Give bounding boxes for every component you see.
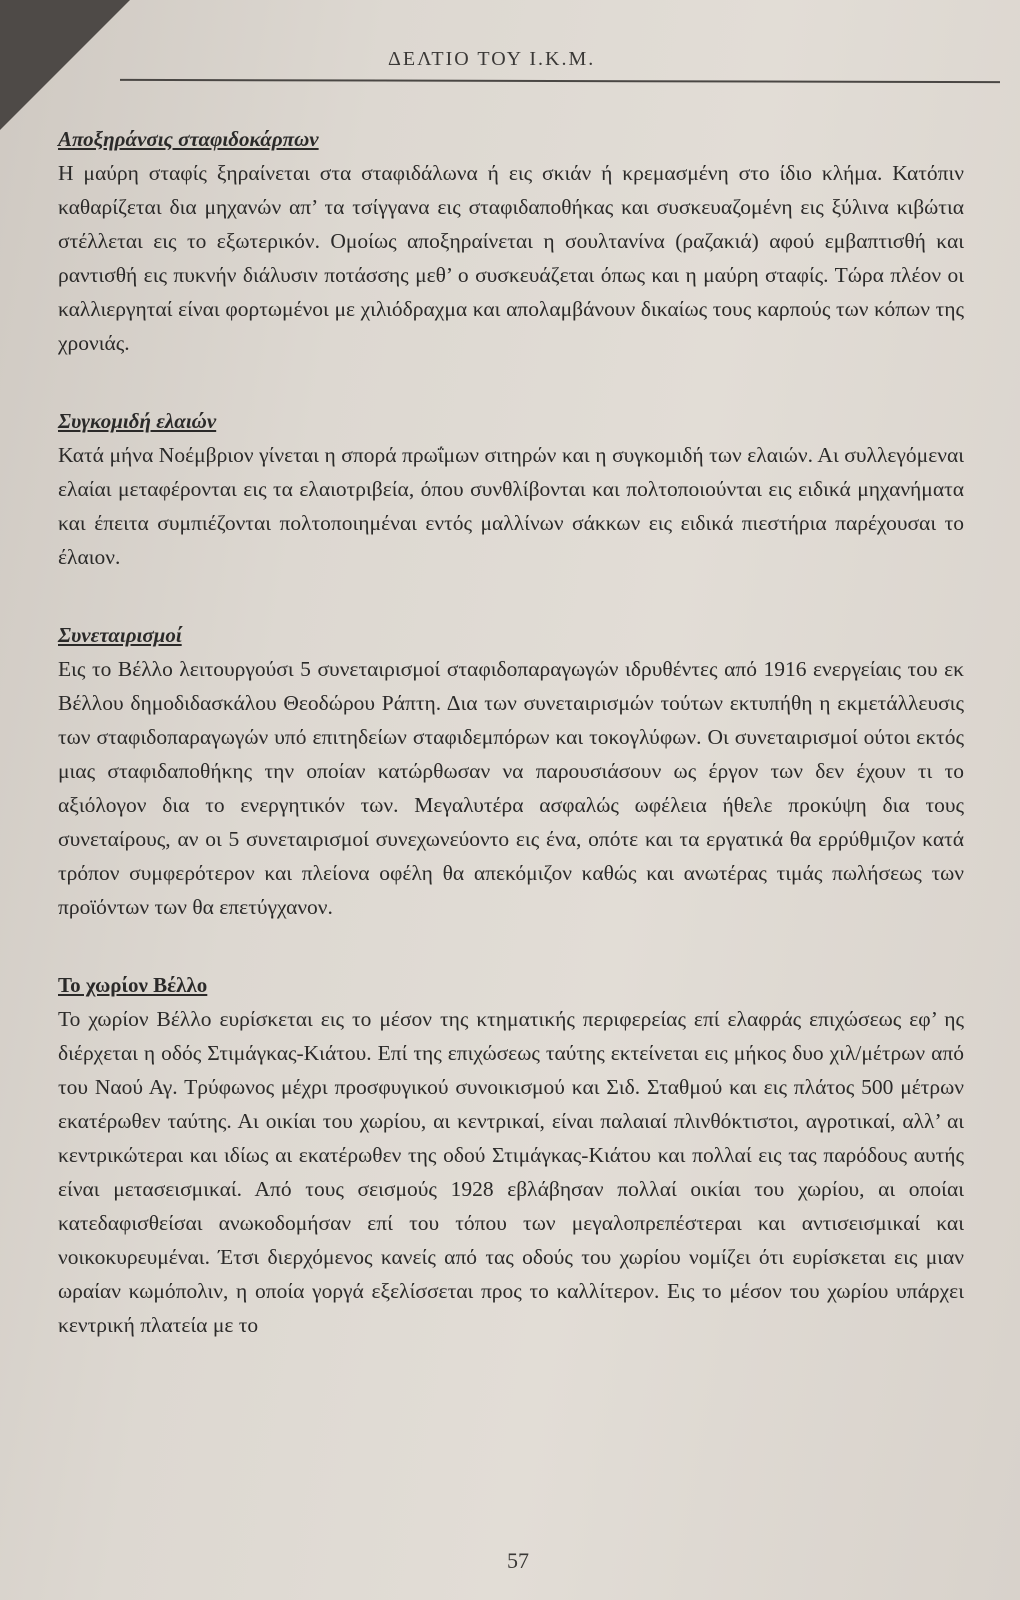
section-paragraph: Το χωρίον Βέλλο ευρίσκεται εις το μέσον της κτηματικής περιφερείας επί ελαφράς επιχώσεως εφ’ ης διέρχεται η οδός Στιμάγκας-Κιάτου. Επί της επιχώσεως ταύτης εκτείνεται εις μήκος δυο χιλ/μέτρων από του Ναού Αγ. Τρύφωνος μέχρι προσφυγικού συνοικισμού και Σιδ. Σταθμού και εις πλάτος 500 μέτρων εκατέρωθεν ταύτης. Αι οικίαι του χωρίου, αι κεντρικαί, είναι παλαιαί πλινθόκτιστοι, αγροτικαί, αλλ’ αι κεντρικώτεραι και ιδίως αι εκατέρωθεν της οδού Στιμάγκας-Κιάτου και πολλαί εις τας παρόδους αυτής είναι μετασεισμικαί. Από τους σεισμούς 1928 εβλάβησαν πολλαί οικίαι του χωρίου, αι οποίαι κατεδαφισθείσαι ανωκοδομήσαν επί του τόπου των μεγαλοπρεπέστεραι και αντισεισμικαί και νοικοκυρευμέναι. Έτσι διερχόμενος κανείς από τας οδούς του χωρίου νομίζει ότι ευρίσκεται εις μιαν ωραίαν κωμόπολιν, η οποία γοργά εξελίσσεται προς το καλλίτερον. Εις το μέσον του χωρίου υπάρχει κεντρική πλατεία με το [58,1007,964,1337]
header-rule [120,79,1000,83]
section-paragraph: Η μαύρη σταφίς ξηραίνεται στα σταφιδάλωνα ή εις σκιάν ή κρεμασμένη στο ίδιο κλήμα. Κατόπιν καθαρίζεται δια μηχανών απ’ τα τσίγγανα εις σταφιδαποθήκας και συσκευαζομένη εις ξύλινα κιβώτια στέλλεται εις το εξωτερικόν. Ομοίως αποξηραίνεται η σουλτανίνα (ραζακιά) αφού εμβαπτισθή και ραντισθή εις πυκνήν διάλυσιν ποτάσσης μεθ’ ο συσκευάζεται όπως και η μαύρη σταφίς. Τώρα πλέον οι καλλιεργηταί είναι φορτωμένοι με χιλιόδραχμα και απολαμβάνουν δικαίως τους καρπούς των κόπων της χρονιάς. [58,161,964,355]
section-raisin-drying [58,122,964,360]
section-paragraph: Κατά μήνα Νοέμβριον γίνεται η σπορά πρωΐμων σιτηρών και η συγκομιδή των ελαιών. Αι συλλεγόμεναι ελαίαι μεταφέρονται εις τα ελαιοτριβεία, όπου συνθλίβονται και πολτοποιούνται εις ειδικά μηχανήματα και έπειτα συμπιέζονται πολτοποιημέναι εντός μαλλίνων σάκκων εις ειδικά πιεστήρια παρέχουσαι το έλαιον. [58,443,964,569]
section-heading: Το χωρίον Βέλλο [58,973,208,997]
section-olive-harvest [58,404,964,574]
page-number: 57 [507,1548,529,1573]
section-heading: Συνεταιρισμοί [58,623,182,647]
section-heading: Αποξηράνσις σταφιδοκάρπων [58,127,319,151]
section-cooperatives [58,618,964,924]
folded-corner [0,0,130,130]
section-village-vello [58,968,964,1342]
section-heading: Συγκομιδή ελαιών [58,409,217,433]
section-paragraph: Εις το Βέλλο λειτουργούσι 5 συνεταιρισμοί σταφιδοπαραγωγών ιδρυθέντες από 1916 ενεργείαις του εκ Βέλλου δημοδιδασκάλου Θεοδώρου Ράπτη. Δια των συνεταιρισμών τούτων εκτυπήθη η εκμετάλλευσις των σταφιδοπαραγωγών υπό επιτηδείων σταφιδεμπόρων και τοκογλύφων. Οι συνεταιρισμοί ούτοι εκτός μιας σταφιδαποθήκης την οποίαν κατώρθωσαν να παρουσιάσουν ως έργον των δεν έχουν τι το αξιόλογον δια το ενεργητικόν των. Μεγαλυτέρα ασφαλώς ωφέλεια ήθελε προκύψη δια τους συνεταίρους, αν οι 5 συνεταιρισμοί συνεχωνεύοντο εις ένα, οπότε και τα εργατικά θα ερρύθμιζον κατά τρόπον συμφερότερον και πλείονα οφέλη θα απεκόμιζον καθώς και ανωτέρας τιμάς πωλήσεως των προϊόντων των θα επετύγχανον. [58,657,964,919]
running-head: ΔΕΛΤΙΟ ΤΟΥ Ι.Κ.Μ. [388,48,596,70]
page-body [58,122,964,1342]
